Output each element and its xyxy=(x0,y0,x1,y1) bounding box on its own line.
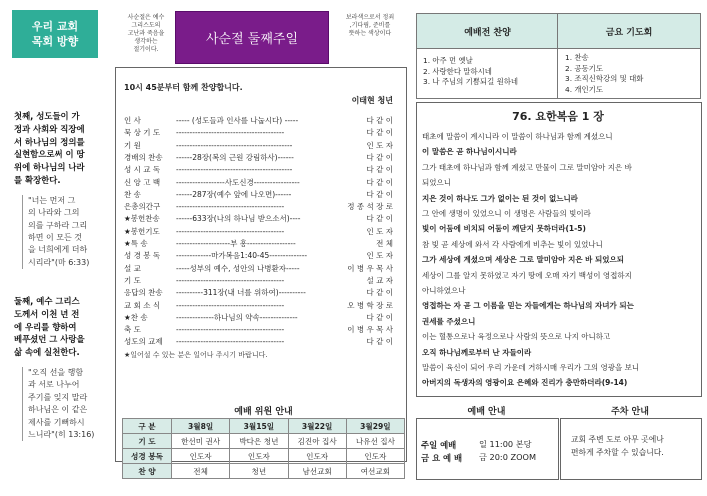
lent-note-line: 생각하는 xyxy=(134,38,158,45)
duty-header-cell: 3월22일 xyxy=(288,419,346,434)
para2-line: 에 우리를 향하여 xyxy=(14,321,77,332)
order-item-leader: 인 도 자 xyxy=(366,140,393,150)
parking-line: 교회 주변 도로 아무 곳에나 xyxy=(571,435,664,444)
order-item-leader: 다 같 이 xyxy=(366,214,393,224)
worship-info-title: 예배 안내 xyxy=(467,407,506,417)
order-item-leader: 다 같 이 xyxy=(366,337,393,347)
duty-cell: 전체 xyxy=(172,464,230,479)
direction-second xyxy=(14,295,104,441)
duty-header-cell: 3월8일 xyxy=(172,419,230,434)
duty-cell: 나유선 집사 xyxy=(346,434,404,449)
order-item-label: 인 사 xyxy=(124,116,141,125)
order-item-label: 성 시 교 독 xyxy=(124,165,161,175)
table-row xyxy=(123,434,405,449)
divider xyxy=(557,48,558,98)
order-item-label: ★특 송 xyxy=(124,239,148,248)
para2 xyxy=(14,295,104,359)
bulletin-title-text: 사순절 둘째주일 xyxy=(205,32,299,47)
para2-line: 베푸셨던 그 사랑을 xyxy=(14,334,85,345)
order-item-detail: ---------------------------------------- xyxy=(176,275,285,285)
duty-role: 기 도 xyxy=(123,434,172,449)
duty-cell: 인도자 xyxy=(172,449,230,464)
sunday-label: 주일 예배 xyxy=(421,440,457,450)
order-item-leader: 다 같 이 xyxy=(366,165,393,175)
duty-header-cell: 3월29일 xyxy=(346,419,404,434)
order-item-leader: 다 같 이 xyxy=(366,128,393,138)
duty-role: 성경 봉독 xyxy=(123,449,172,464)
list-item xyxy=(116,140,406,152)
verse-line: 그가 세상에 계셨으며 세상은 그로 말미암아 지은 바 되었으되 xyxy=(422,255,625,265)
order-item-detail: ----------311장(내 너를 위하여)---------- xyxy=(176,288,306,298)
duty-cell: 박다은 청년 xyxy=(230,434,288,449)
quote-hebrews xyxy=(22,367,104,441)
lent-note-line: 고난과 죽음을 xyxy=(127,30,165,37)
list-item xyxy=(116,275,406,287)
order-item-leader: 정 종 석 장 로 xyxy=(347,202,393,212)
order-item-label: 성도의 교제 xyxy=(124,337,163,347)
duty-table xyxy=(122,418,405,479)
order-item-label: 축 도 xyxy=(124,325,141,335)
verse-line: 태초에 말씀이 계시니라 이 말씀이 하나님과 함께 계셨으니 xyxy=(422,132,613,141)
order-item-leader: 다 같 이 xyxy=(366,312,393,322)
order-item-label: 기 원 xyxy=(124,140,141,150)
list-item: 1. 찬송 xyxy=(565,53,589,62)
order-item-detail: ------------------사도신경----------------- xyxy=(176,177,300,187)
order-item-label: ★찬 송 xyxy=(124,312,148,322)
quote1-line: 시리라"(마 6:33) xyxy=(28,257,90,267)
duty-role: 찬 양 xyxy=(123,464,172,479)
order-item-detail: ----- (성도들과 인사를 나눕시다) ----- xyxy=(176,116,299,125)
lent-note-line: 절기이다. xyxy=(133,46,159,53)
order-item-label: 응답의 찬송 xyxy=(124,288,163,298)
para2-line: 삶 속에 실천한다. xyxy=(14,347,80,358)
order-item-leader: 전 체 xyxy=(376,239,393,248)
order-item-leader: 인 도 자 xyxy=(366,226,393,236)
list-item: 3. 조직신학강의 및 대화 xyxy=(565,74,644,83)
order-item-detail: ---------------------------------------- xyxy=(176,128,285,138)
parking-title: 주차 안내 xyxy=(611,407,649,417)
duty-cell: 김진아 집사 xyxy=(288,434,346,449)
worship-info-box xyxy=(416,418,559,480)
list-item xyxy=(116,238,406,250)
table-row xyxy=(123,464,405,479)
order-item-leader: 다 같 이 xyxy=(366,152,393,162)
duty-header-cell: 3월15일 xyxy=(230,419,288,434)
quote2-line: 느니라"(히 13:16) xyxy=(28,430,95,440)
list-item xyxy=(116,312,406,324)
duty-cell: 청년 xyxy=(230,464,288,479)
church-direction-header xyxy=(12,10,98,58)
verse-line: 그 안에 생명이 있었으니 이 생명은 사람들의 빛이라 xyxy=(422,209,591,218)
list-item xyxy=(116,189,406,201)
duty-cell: 인도자 xyxy=(288,449,346,464)
duty-cell: 한선미 권사 xyxy=(172,434,230,449)
list-item xyxy=(116,213,406,225)
order-item-label: 설 교 xyxy=(124,263,141,273)
para1-line: 서 하나님의 정의를 xyxy=(14,136,85,147)
list-item: 3. 나 주님의 기쁨되길 원하네 xyxy=(423,77,518,86)
quote2-line: 과 서로 나누어 xyxy=(28,380,80,390)
list-item: 2. 공동기도 xyxy=(565,63,603,73)
order-item-leader: 이 병 우 목 사 xyxy=(347,325,393,335)
purple-note-line: ,기다림, 준비를 xyxy=(349,22,391,29)
quote1-line: 의 나라와 그의 xyxy=(28,208,80,218)
list-item xyxy=(116,324,406,336)
praise-header: 예배전 찬양 xyxy=(416,13,559,49)
verse-line: 세상이 그를 알지 못하였고 자기 땅에 오매 자기 백성이 영접하지 xyxy=(422,270,632,280)
bulletin-title xyxy=(175,11,329,64)
purple-note-line: 뜻하는 색상이다 xyxy=(348,30,392,37)
list-item xyxy=(116,287,406,299)
praise-list xyxy=(423,56,518,88)
purple-note-line: 보라색으로서 정죄 xyxy=(345,14,395,21)
list-item xyxy=(116,300,406,312)
parking-box xyxy=(560,418,702,480)
verse-line: 아니하였으나 xyxy=(422,286,466,295)
order-item-leader: 다 같 이 xyxy=(366,177,393,187)
order-item-detail: ------------------------------------------- xyxy=(176,165,293,175)
order-item-label: ★봉헌기도 xyxy=(124,226,160,236)
para1 xyxy=(14,110,104,187)
duty-cell: 인도자 xyxy=(230,449,288,464)
list-item xyxy=(116,115,406,127)
list-item xyxy=(116,226,406,238)
verse-line: 빛이 어둠에 비치되 어둠이 깨닫지 못하더라(1-5) xyxy=(422,224,586,234)
friday-time: 금 20:0 ZOOM xyxy=(479,452,537,462)
order-item-detail: ------633장(나의 하나님 받으소서)---- xyxy=(176,214,301,224)
order-item-detail: --------------하나님의 약속-------------- xyxy=(176,312,298,322)
presider: 이태현 청년 xyxy=(351,96,393,105)
para1-line: 정과 사회와 직장에 xyxy=(14,123,85,134)
order-item-detail: ---------------------------------------- xyxy=(176,202,285,212)
quote2-line: 주기를 잊지 말라 xyxy=(28,392,88,402)
order-item-detail: ---------------------------------------- xyxy=(176,300,285,310)
list-item: 1. 아주 먼 옛날 xyxy=(423,56,473,65)
order-item-label: ★봉헌찬송 xyxy=(124,214,160,224)
list-item xyxy=(116,336,406,348)
para1-line: 실현함으로써 이 땅 xyxy=(14,149,85,160)
verse-line: 되었으니 xyxy=(422,178,451,188)
para2-line: 도께서 이천 년 전 xyxy=(14,308,80,319)
order-item-label: 신 앙 고 백 xyxy=(124,177,161,187)
order-item-detail: -------------마가복음1:40-45-------------- xyxy=(176,251,308,261)
list-item xyxy=(116,250,406,262)
parking-text xyxy=(571,433,664,459)
verse-line: 지은 것이 하나도 그가 없이는 된 것이 없느니라 xyxy=(422,193,578,203)
quote1-line: 의를 구하라 그리 xyxy=(28,220,88,230)
list-item xyxy=(116,201,406,213)
purple-note xyxy=(333,14,407,38)
verse-line: 아버지의 독생자의 영광이요 은혜와 진리가 충만하더라(9-14) xyxy=(422,378,628,388)
order-item-leader: 설 교 자 xyxy=(366,275,393,285)
table-row xyxy=(123,449,405,464)
header-line-1: 우리 교회 xyxy=(31,20,79,33)
duty-header-cell: 구 분 xyxy=(123,419,172,434)
scripture-title: 76. 요한복음 1 장 xyxy=(512,110,604,123)
list-item xyxy=(116,127,406,139)
header-line-2: 목회 방향 xyxy=(31,35,79,48)
order-item-detail: ------------------------------------------- xyxy=(176,140,293,150)
para2-line: 둘째, 예수 그리스 xyxy=(14,296,80,306)
verse-line: 말씀이 육신이 되어 우리 가운데 거하시매 우리가 그의 영광을 보니 xyxy=(422,363,640,372)
para1-line: 첫째, 성도들이 가 xyxy=(14,111,80,121)
order-item-leader: 다 같 이 xyxy=(366,189,393,199)
quote2-line: 제사를 기뻐하시 xyxy=(28,417,85,427)
lent-note-line: 사순절은 예수 xyxy=(127,14,165,21)
quote1-line: 을 너희에게 더하 xyxy=(28,245,88,255)
lent-note-line: 그리스도의 xyxy=(131,22,161,29)
quote1-line: 하면 이 모든 것 xyxy=(28,233,82,242)
list-item xyxy=(116,152,406,164)
order-item-detail: --------------------부 흥------------------ xyxy=(176,239,296,248)
list-item: 4. 개인기도 xyxy=(565,84,603,94)
parking-line: 편하게 주차할 수 있습니다. xyxy=(571,448,664,457)
order-item-leader: 이 병 우 목 사 xyxy=(347,263,393,273)
verse-line: 권세를 주셨으니 xyxy=(422,316,476,326)
friday-label: 금 요 예 배 xyxy=(421,453,463,463)
order-item-label: 교 회 소 식 xyxy=(124,300,161,310)
list-item xyxy=(116,263,406,275)
order-item-detail: ---------------------------------------- xyxy=(176,226,285,236)
order-item-detail: ---------------------------------------- xyxy=(176,325,285,335)
verse-line: 영접하는 자 곧 그 이름을 믿는 자들에게는 하나님의 자녀가 되는 xyxy=(422,301,634,311)
order-item-leader: 오 병 학 장 로 xyxy=(347,300,393,310)
list-item xyxy=(116,164,406,176)
order-item-label: 은총의간구 xyxy=(124,202,161,212)
order-item-detail: ------28장(복의 근원 강림하사)------ xyxy=(176,152,294,162)
quote2-line: 하나님은 이 같은 xyxy=(28,405,88,415)
verse-line: 이 말씀은 곧 하나님이시니라 xyxy=(422,147,517,157)
prayer-header: 금요 기도회 xyxy=(557,13,701,49)
duty-cell: 인도자 xyxy=(346,449,404,464)
worship-order-box xyxy=(115,67,407,462)
order-item-leader: 다 같 이 xyxy=(366,116,393,125)
direction-first xyxy=(14,110,104,269)
footnote: ★일어설 수 있는 분은 일어나 주시기 바랍니다. xyxy=(124,351,268,359)
quote2-line: "오직 선을 행함 xyxy=(28,367,84,377)
verse-line: 참 빛 곧 세상에 와서 각 사람에게 비추는 빛이 있었나니 xyxy=(422,239,603,249)
list-item: 2. 사랑한다 말하시네 xyxy=(423,66,492,76)
quote-matthew xyxy=(22,195,104,269)
order-item-label: 찬 송 xyxy=(124,189,141,199)
duty-title: 예배 위원 안내 xyxy=(234,407,293,417)
verse-line: 오직 하나님께로부터 난 자들이라 xyxy=(422,347,532,357)
prayer-list xyxy=(565,53,643,95)
sunday-time: 일 11:00 본당 xyxy=(479,439,532,449)
order-item-label: 기 도 xyxy=(124,275,141,285)
duty-cell: 여선교회 xyxy=(346,464,404,479)
order-item-detail: ------287장(예수 앞에 나오면)------ xyxy=(176,189,292,199)
duty-header-row xyxy=(123,419,405,434)
verse-line: 그가 태초에 하나님과 함께 계셨고 만물이 그로 말미암아 지은 바 xyxy=(422,162,632,172)
order-item-label: 경배의 찬송 xyxy=(124,152,163,162)
lent-note xyxy=(118,14,174,54)
praise-intro: 10시 45분부터 함께 찬양합니다. xyxy=(124,83,243,92)
para1-line: 를 확장한다. xyxy=(14,174,61,185)
duty-cell: 남선교회 xyxy=(288,464,346,479)
order-item-leader: 다 같 이 xyxy=(366,288,393,298)
verse-line: 이는 혈통으로나 육정으로나 사람의 뜻으로 나지 아니하고 xyxy=(422,332,611,342)
order-item-leader: 인 도 자 xyxy=(366,251,393,261)
order-item-label: 묵 상 기 도 xyxy=(124,128,161,138)
quote1-line: "너는 먼저 그 xyxy=(28,195,76,205)
order-item-detail: ---------------------------------------- xyxy=(176,337,285,347)
order-item-label: 성 경 봉 독 xyxy=(124,251,161,261)
para1-line: 위에 하나님의 나라 xyxy=(14,162,85,173)
list-item xyxy=(116,177,406,189)
order-item-detail: -----성부의 예수, 성안의 나병환자----- xyxy=(176,263,300,273)
